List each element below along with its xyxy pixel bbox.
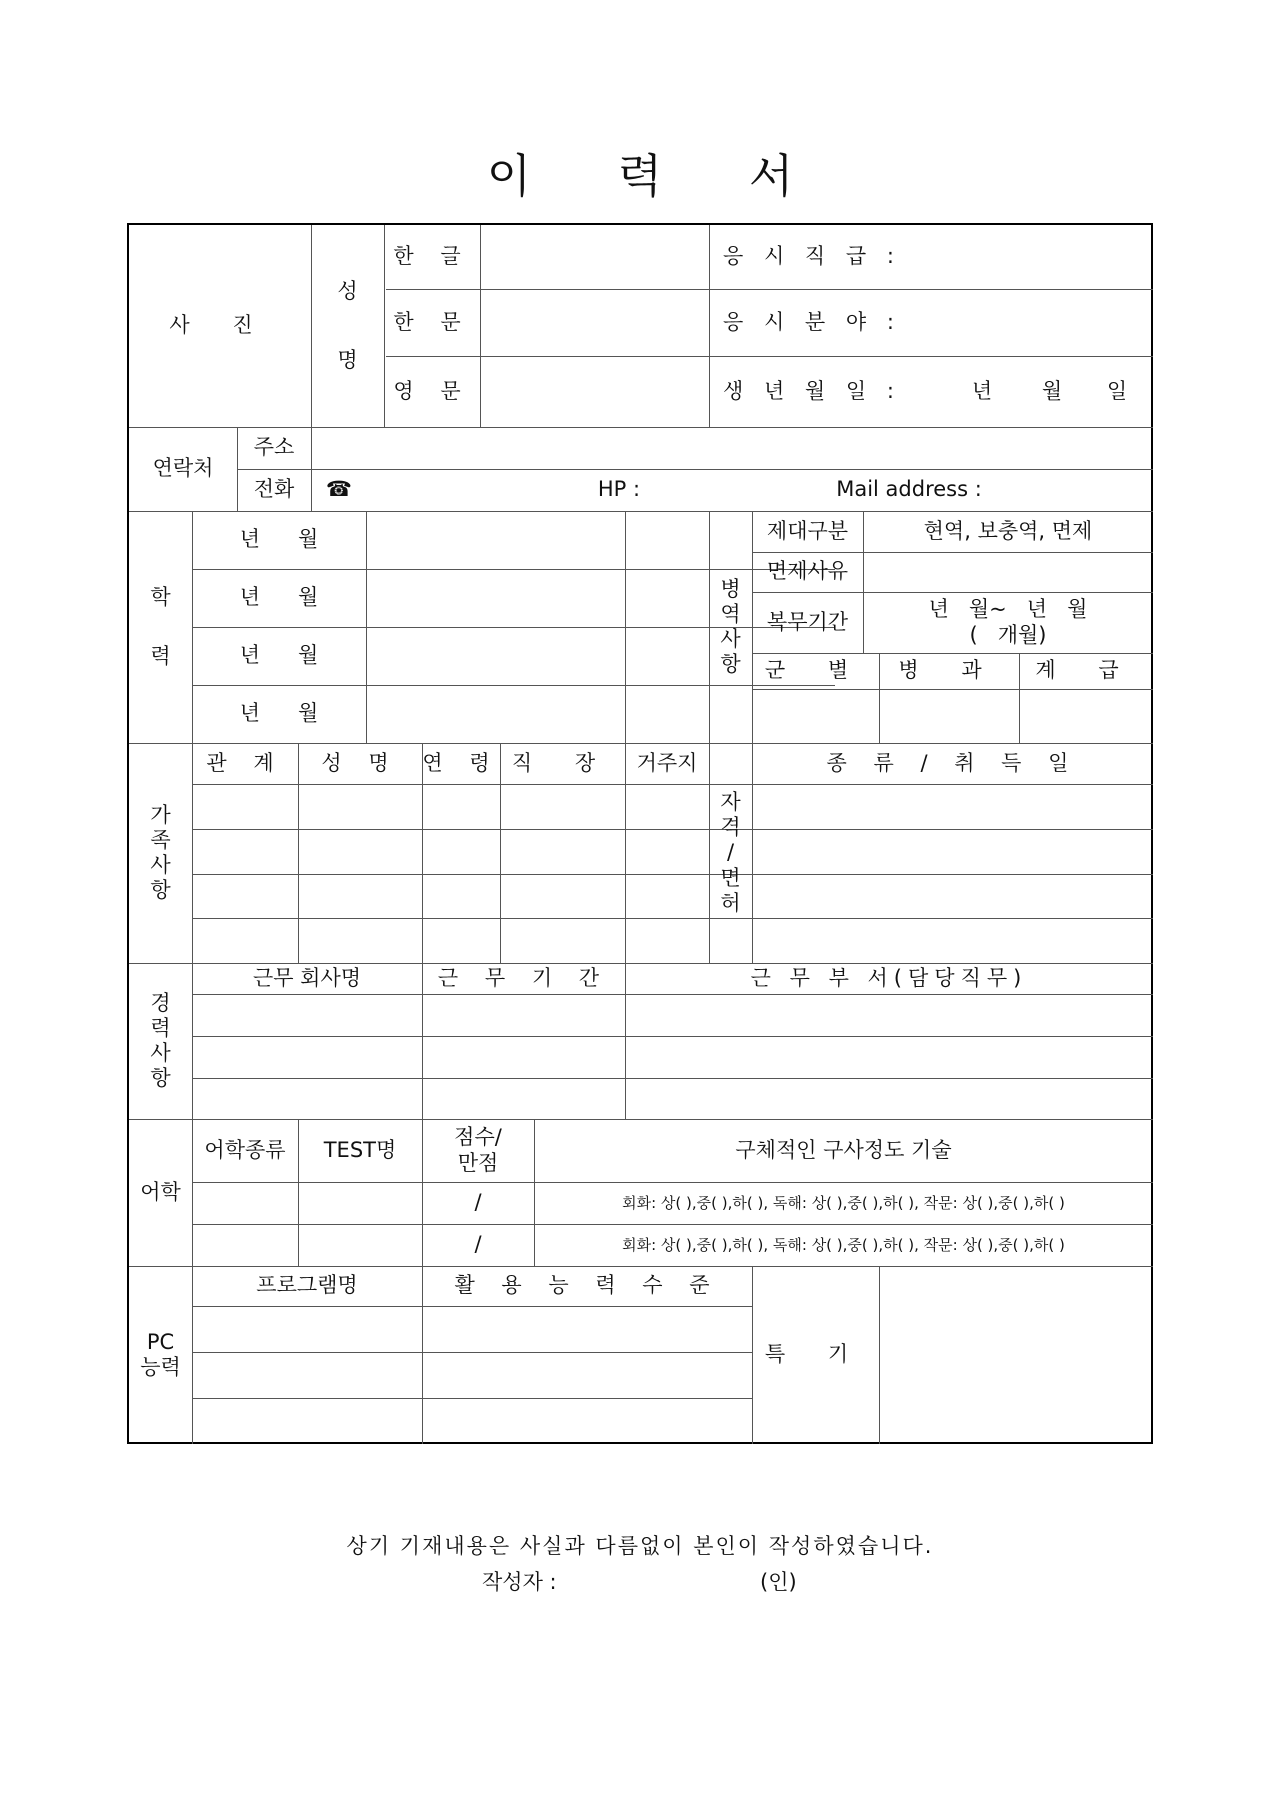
language-col-score-text: 만점 [457, 1150, 499, 1175]
name-label-char: 성 [337, 278, 358, 303]
military-label [709, 511, 752, 743]
pc-label [129, 1266, 192, 1444]
birth-month-text: 월 [1041, 378, 1063, 403]
name-label [311, 225, 384, 427]
mail-label [809, 469, 1009, 511]
title-char: 이 [486, 149, 532, 203]
language-desc-text: 회화: 상( ),중( ),하( ), 독해: 상( ),중( ),하( ), 작문: 상( ),중( ),하( ) [622, 1194, 1065, 1212]
family-col-name-text: 성 명 [321, 750, 399, 775]
language-col-score-text: 점수/ [454, 1125, 502, 1150]
career-label-char: 경 [150, 990, 171, 1015]
declaration-text: 상기 기재내용은 사실과 다름없이 본인이 작성하였습니다. [346, 1534, 934, 1558]
year-text: 년 [239, 527, 260, 552]
pc-col-level-text: 활 용 능 력 수 준 [454, 1273, 720, 1298]
special-skill-text: 특 기 [764, 1342, 867, 1367]
education-label-char: 력 [150, 644, 171, 668]
exemption-reason-text: 면제사유 [766, 559, 849, 584]
license-label [709, 743, 752, 963]
language-desc-text: 회화: 상( ),중( ),하( ), 독해: 상( ),중( ),하( ), 작문: 상( ),중( ),하( ) [622, 1236, 1065, 1254]
photo-area[interactable] [129, 225, 311, 427]
score-slash: / [474, 1232, 482, 1257]
pc-col-program-text: 프로그램명 [256, 1273, 358, 1298]
language-col-test [298, 1119, 422, 1182]
language-col-test-text: TEST명 [323, 1137, 397, 1162]
service-period-text: 복무기간 [766, 609, 849, 634]
discharge-type-text: 제대구분 [766, 518, 849, 543]
hp-label-text: HP : [597, 477, 641, 502]
birth-day-text: 일 [1106, 378, 1128, 403]
career-col-period-text: 근 무 기 간 [437, 965, 610, 990]
career-label [129, 963, 192, 1119]
language-col-score [422, 1119, 534, 1182]
contact-label [129, 427, 237, 511]
language-col-type-text: 어학종류 [204, 1137, 286, 1162]
name-english-text: 영 문 [393, 378, 471, 403]
language-score-field[interactable] [422, 1224, 534, 1266]
name-hanja-label [384, 289, 480, 356]
special-skill-label [752, 1266, 879, 1444]
language-col-desc-text: 구체적인 구사정도 기술 [735, 1137, 952, 1162]
birth-month-unit [1022, 356, 1082, 427]
special-skill-field[interactable] [879, 1266, 1153, 1444]
name-english-field[interactable] [480, 356, 709, 427]
career-col-company-text: 근무 회사명 [252, 965, 362, 990]
specialty-field[interactable] [879, 689, 1019, 743]
family-col-workplace [500, 743, 625, 784]
seal-label [760, 1566, 797, 1596]
year-text: 년 [239, 643, 260, 668]
language-desc-field[interactable] [534, 1224, 1153, 1266]
name-korean-text: 한 글 [393, 244, 471, 269]
service-period-label [752, 592, 863, 653]
pc-label-text: 능력 [140, 1355, 181, 1379]
birth-label: 생 년 월 일 : [723, 378, 901, 403]
service-period-months: ( 개월) [969, 622, 1047, 647]
family-label-char: 항 [150, 878, 171, 903]
name-korean-field[interactable] [480, 225, 709, 289]
family-label-char: 사 [150, 853, 171, 877]
mail-label-text: Mail address : [836, 477, 982, 502]
family-col-residence [625, 743, 709, 784]
family-label-char: 족 [150, 827, 171, 852]
family-col-relation [192, 743, 298, 784]
writer-label [482, 1566, 557, 1596]
education-date-3[interactable] [192, 627, 366, 685]
score-slash: / [474, 1190, 482, 1215]
education-date-1[interactable] [192, 511, 366, 569]
discharge-type-options: 현역, 보충역, 면제 [923, 518, 1093, 543]
branch-label [752, 653, 879, 689]
page-title [0, 140, 1280, 206]
address-field[interactable] [311, 427, 1153, 469]
family-col-relation-text: 관 계 [206, 750, 284, 775]
pc-col-program [192, 1266, 422, 1306]
mail-field[interactable] [1009, 469, 1149, 511]
rank-label [1019, 653, 1153, 689]
license-label-char: 면 [720, 865, 741, 890]
month-text: 월 [298, 701, 319, 726]
career-label-char: 항 [150, 1066, 171, 1091]
name-label-char: 명 [337, 348, 358, 372]
birth-day-unit [1092, 356, 1142, 427]
writer-label-text: 작성자 : [482, 1570, 557, 1594]
rank-text: 계 급 [1035, 658, 1137, 683]
military-label-char: 역 [720, 601, 741, 626]
license-label-char: 격 [720, 815, 741, 840]
career-col-department [625, 963, 1153, 994]
exemption-reason-field[interactable] [863, 552, 1153, 592]
name-hanja-field[interactable] [480, 289, 709, 356]
hp-label [569, 469, 669, 511]
language-label-text: 어학 [140, 1179, 181, 1204]
discharge-type-value[interactable] [863, 511, 1153, 552]
hp-field[interactable] [669, 469, 799, 511]
license-label-char: / [726, 840, 735, 865]
specialty-label [879, 653, 1019, 689]
career-col-department-text: 근 무 부 서(담당직무) [750, 965, 1028, 990]
education-label [129, 511, 192, 743]
license-header [752, 743, 1153, 784]
seal-text: (인) [760, 1570, 797, 1594]
name-hanja-text: 한 문 [393, 309, 471, 334]
pc-col-level [422, 1266, 752, 1306]
field-field[interactable] [723, 289, 1143, 356]
education-date-2[interactable] [192, 569, 366, 627]
month-text: 월 [298, 527, 319, 552]
exemption-reason-label [752, 552, 863, 592]
career-label-char: 력 [150, 1015, 171, 1040]
field-label: 응 시 분 야 : [723, 309, 901, 334]
writer-name-field[interactable] [580, 1562, 750, 1594]
language-score-field[interactable] [422, 1182, 534, 1224]
family-col-workplace-text: 직 장 [511, 750, 614, 775]
branch-field[interactable] [752, 689, 879, 743]
month-text: 월 [298, 643, 319, 668]
license-label-char: 자 [720, 790, 741, 815]
title-char: 서 [748, 149, 794, 203]
service-period-field[interactable] [863, 592, 1153, 653]
phone-label [237, 469, 311, 511]
career-col-company [192, 963, 422, 994]
career-label-char: 사 [150, 1041, 171, 1065]
career-col-period [422, 963, 625, 994]
birth-year-text: 년 [971, 378, 993, 403]
phone-icon [319, 469, 359, 511]
military-label-char: 병 [720, 576, 741, 601]
position-field[interactable] [723, 225, 1143, 289]
address-label-text: 주소 [253, 435, 295, 460]
license-header-text: 종 류 / 취 득 일 [826, 750, 1079, 775]
year-text: 년 [239, 701, 260, 726]
name-english-label [384, 356, 480, 427]
specialty-text: 병 과 [898, 658, 1000, 683]
family-col-name [298, 743, 422, 784]
position-label: 응 시 직 급 : [723, 244, 901, 269]
language-label [129, 1119, 192, 1266]
service-period-range: 년 월~ 년 월 [928, 597, 1088, 622]
phone-field[interactable] [359, 469, 559, 511]
phone-icon-glyph: ☎ [325, 477, 353, 502]
military-label-char: 항 [720, 652, 741, 677]
license-label-char: 허 [720, 890, 741, 915]
language-desc-field[interactable] [534, 1182, 1153, 1224]
photo-label: 사 진 [169, 313, 271, 338]
family-label-char: 가 [150, 802, 171, 827]
birth-year-unit [952, 356, 1012, 427]
resume-form [127, 223, 1153, 1444]
month-text: 월 [298, 585, 319, 610]
branch-text: 군 별 [764, 658, 867, 683]
education-label-char: 학 [150, 584, 171, 609]
military-label-char: 사 [720, 627, 741, 651]
language-col-desc [534, 1119, 1153, 1182]
family-label [129, 743, 192, 963]
family-col-age [422, 743, 500, 784]
rank-field[interactable] [1019, 689, 1153, 743]
phone-label-text: 전화 [253, 477, 295, 502]
family-col-age-text: 연 령 [422, 750, 500, 775]
name-korean-label [384, 225, 480, 289]
pc-label-text: PC [146, 1329, 175, 1354]
contact-label-text: 연락처 [152, 456, 214, 481]
discharge-type-label [752, 511, 863, 552]
family-col-residence-text: 거주지 [636, 750, 698, 775]
address-label [237, 427, 311, 469]
title-char: 력 [617, 149, 663, 203]
year-text: 년 [239, 585, 260, 610]
declaration-statement [0, 1530, 1280, 1560]
language-col-type [192, 1119, 298, 1182]
education-date-4[interactable] [192, 685, 366, 743]
